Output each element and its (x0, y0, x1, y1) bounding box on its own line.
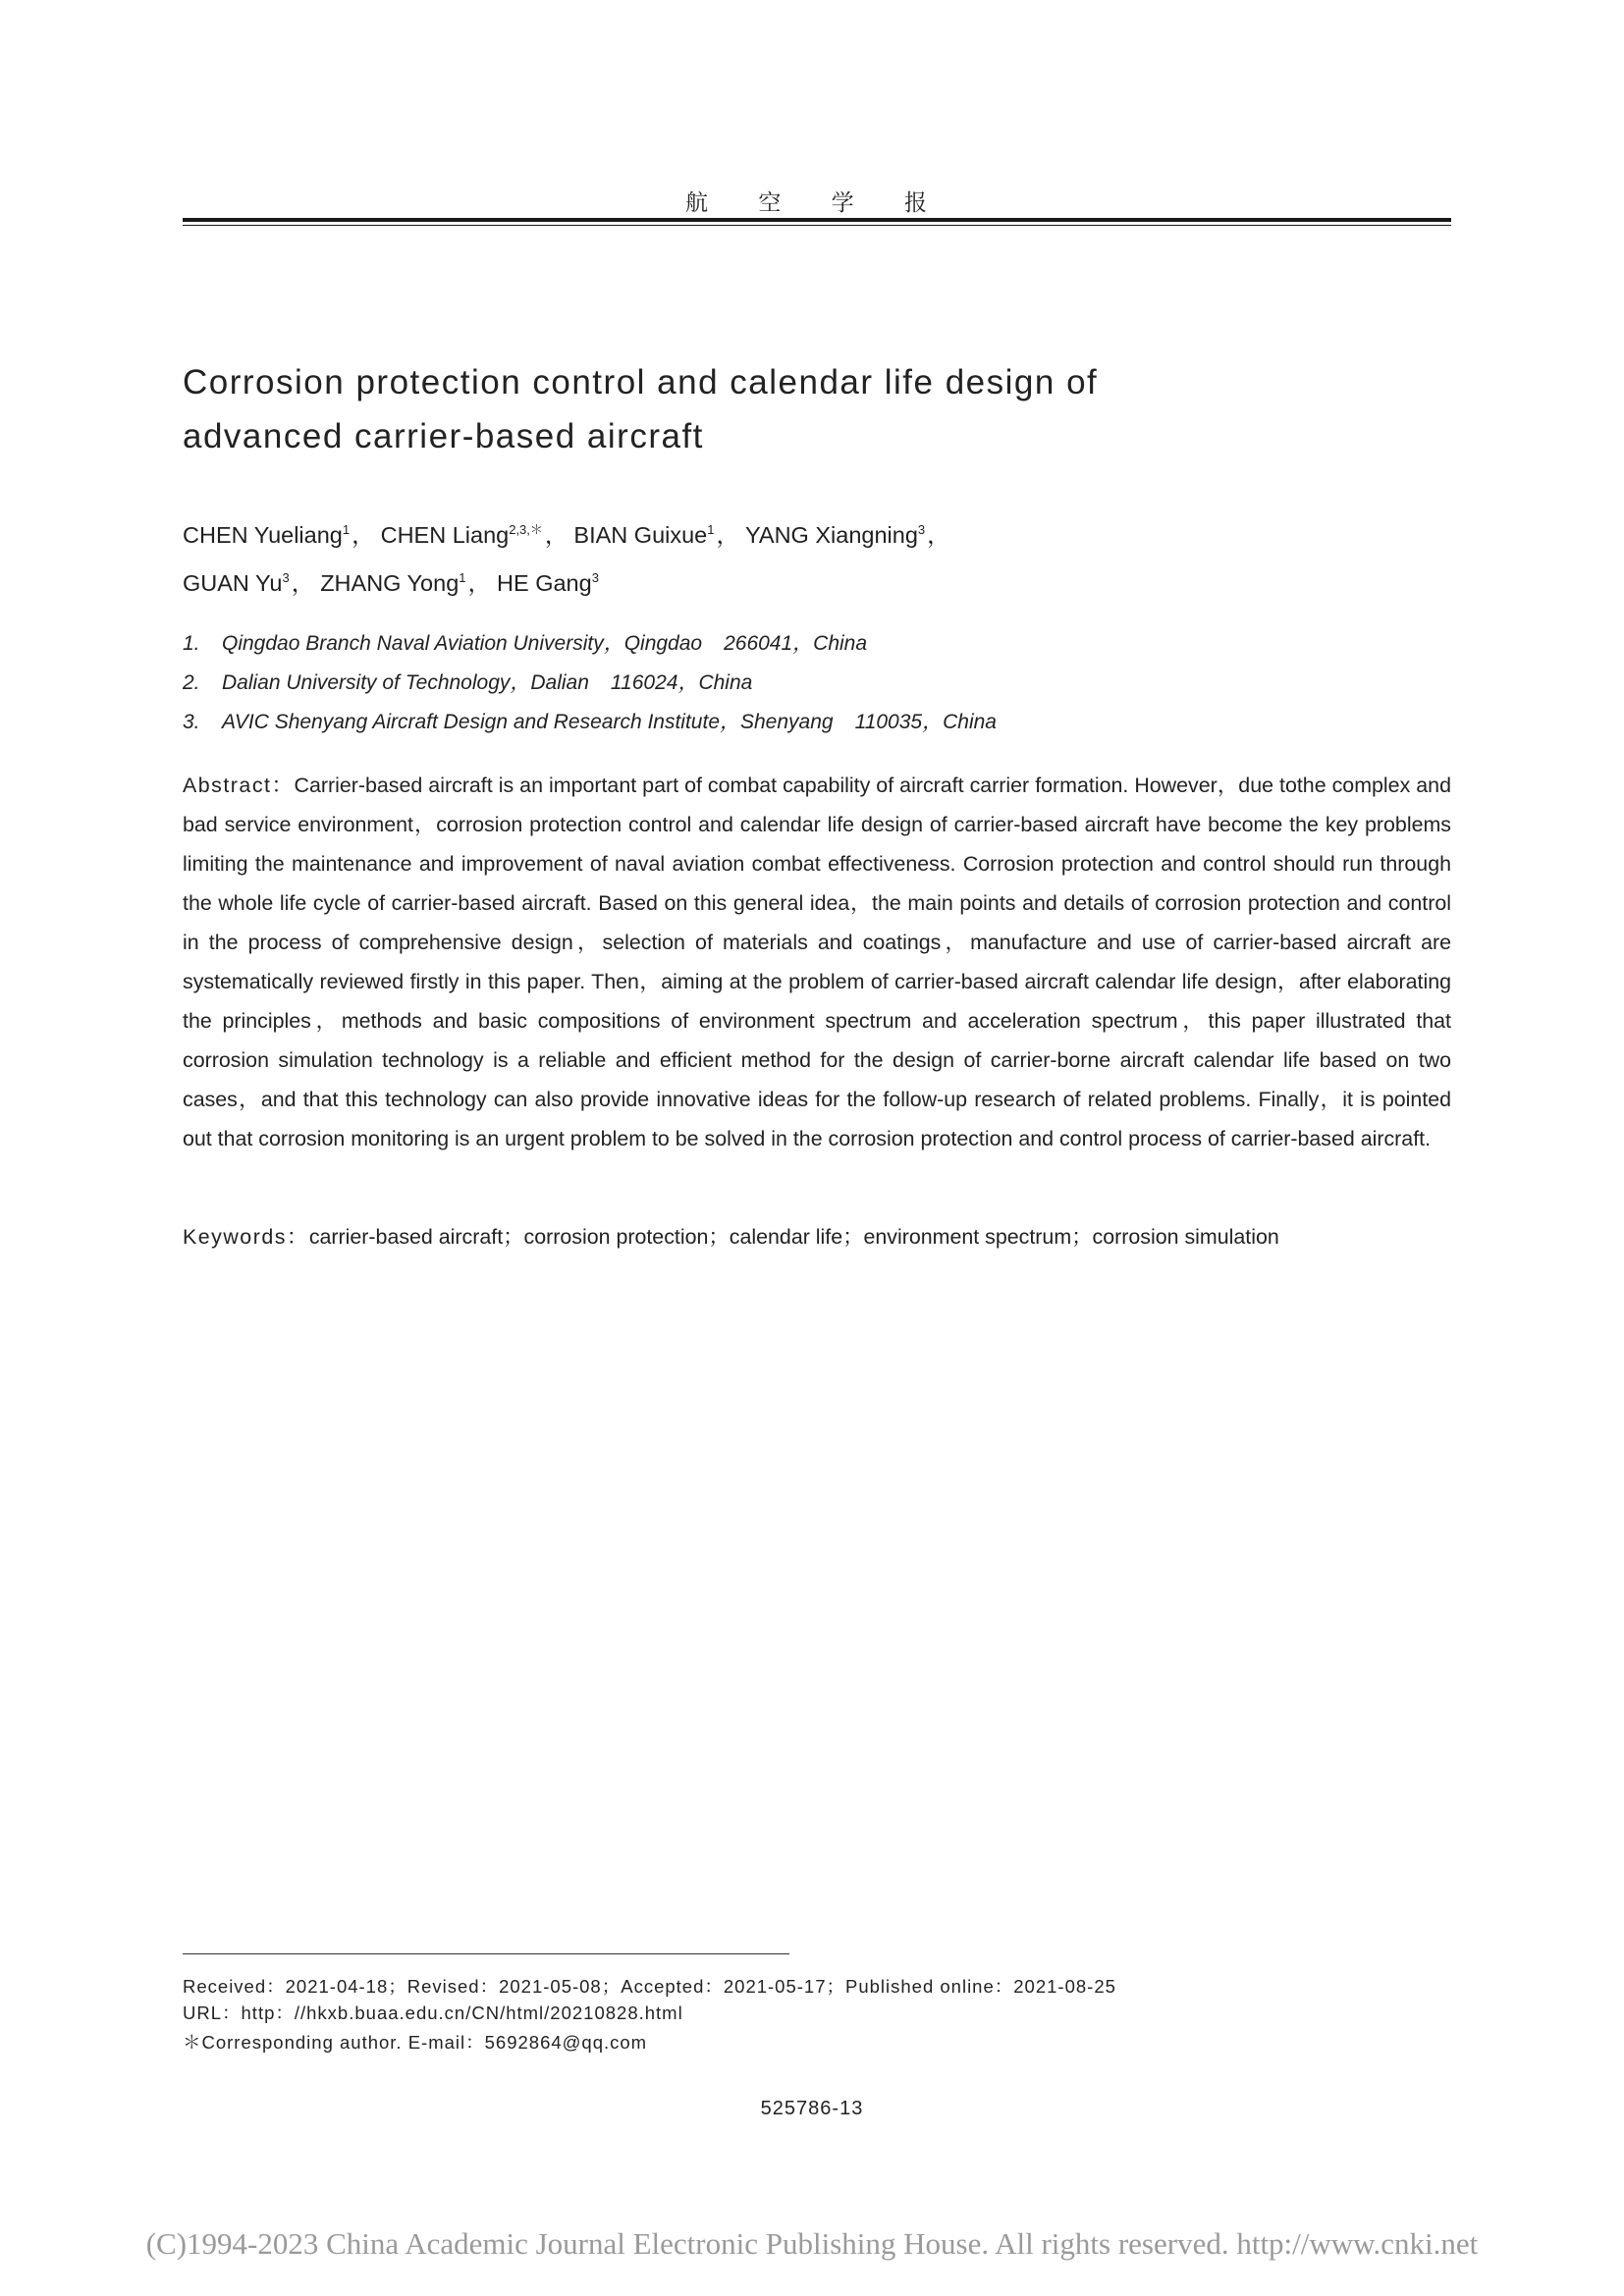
abstract-text: Carrier-based aircraft is an important part of combat capability of aircraft carrier formation. However，due tothe complex and bad service environment，corrosion protection control and calendar life design of carrier-based aircraft have become the key problems limiting the maintenance and improvement of naval aviation combat effectiveness. Corrosion protection and control should run through the whole life cycle of carrier-based aircraft. Based on this general idea，the main points and details of corrosion protection and control in the process of comprehensive design，selection of materials and coatings，manufacture and use of carrier-based aircraft are systematically reviewed firstly in this paper. Then，aiming at the problem of carrier-based aircraft calendar life design，after elaborating the principles，methods and basic compositions of environment spectrum and acceleration spectrum，this paper illustrated that corrosion simulation technology is a reliable and efficient method for the design of carrier-borne aircraft calendar life based on two cases，and that this technology can also provide innovative ideas for the follow-up research of related problems. Finally，it is pointed out that corrosion monitoring is an urgent problem to be solved in the corrosion protection and control process of carrier-based aircraft. (183, 774, 1451, 1150)
footnote-corresponding-author: ＊Corresponding author. E-mail：5692864@qq.com (183, 2032, 648, 2053)
footnote-dates: Received：2021-04-18；Revised：2021-05-08；Accepted：2021-05-17；Published online：2021-08-25 (183, 1976, 1116, 1997)
affiliation-number: 2. (183, 671, 200, 694)
affiliation-number: 3. (183, 711, 200, 733)
affiliation-item (183, 624, 1449, 664)
paper-title (183, 355, 1449, 463)
header-rule-thick (183, 218, 1451, 222)
author-separator: ， (927, 522, 950, 548)
author-separator: ， (716, 522, 739, 548)
author-affiliation-mark: 1 (707, 522, 715, 537)
keywords-block (183, 1217, 1451, 1256)
author-separator: ， (467, 570, 492, 596)
author-separator: ， (544, 522, 568, 548)
author-name: HE Gang (497, 570, 592, 596)
affiliation-postcode: 266041，China (724, 632, 868, 655)
author (320, 570, 465, 596)
affiliation-item (183, 664, 1449, 703)
author-affiliation-mark: 3 (282, 570, 290, 585)
author-line-1 (183, 508, 1449, 557)
header-rule-thin (183, 225, 1451, 226)
author (573, 522, 714, 548)
author-affiliation-mark: 3 (917, 522, 926, 537)
author-separator: ， (352, 522, 375, 548)
author-line-2 (183, 557, 1449, 605)
author-list (183, 508, 1449, 605)
author (497, 570, 599, 596)
author (381, 522, 543, 548)
page-number: 525786-13 (760, 2098, 864, 2119)
author-name: CHEN Liang (380, 522, 510, 548)
title-line-1: Corrosion protection control and calendar life design of (183, 363, 1099, 401)
abstract-label: Abstract： (183, 774, 295, 797)
author-affiliation-mark: 1 (459, 570, 466, 585)
author-name: YANG Xiangning (744, 522, 918, 548)
author-name: CHEN Yueliang (183, 522, 343, 548)
author-affiliation-mark: 3 (591, 570, 599, 585)
abstract-block (183, 766, 1451, 1158)
affiliation-institution: Dalian University of Technology，Dalian (222, 671, 589, 694)
affiliation-number: 1. (183, 632, 200, 655)
author (183, 570, 290, 596)
author (183, 522, 350, 548)
footnote-url: URL：http：//hkxb.buaa.edu.cn/CN/html/20210828.html (183, 2002, 683, 2023)
affiliation-postcode: 110035，China (854, 711, 997, 733)
title-line-2: advanced carrier-based aircraft (183, 417, 704, 455)
footnote-rule (183, 1953, 789, 1954)
affiliation-list (183, 624, 1449, 742)
author-name: BIAN Guixue (573, 522, 708, 548)
author-name: ZHANG Yong (320, 570, 460, 596)
affiliation-item (183, 703, 1449, 742)
author-affiliation-mark: 2,3,＊ (509, 522, 543, 537)
author (745, 522, 925, 548)
keywords-text: carrier-based aircraft；corrosion protection；calendar life；environment spectrum；corrosion simulation (308, 1225, 1279, 1249)
keywords-label: Keywords： (183, 1225, 309, 1249)
affiliation-institution: Qingdao Branch Naval Aviation University，Qingdao (222, 632, 703, 655)
author-affiliation-mark: 1 (342, 522, 351, 537)
copyright-footer: (C)1994-2023 China Academic Journal Electronic Publishing House. All rights reserved. http://www.cnki.net (145, 2226, 1479, 2261)
author-name: GUAN Yu (183, 570, 283, 596)
journal-header: 航 空 学 报 (685, 190, 948, 216)
affiliation-postcode: 116024，China (610, 671, 753, 694)
author-separator: ， (291, 570, 315, 596)
affiliation-institution: AVIC Shenyang Aircraft Design and Research Institute，Shenyang (222, 711, 834, 733)
